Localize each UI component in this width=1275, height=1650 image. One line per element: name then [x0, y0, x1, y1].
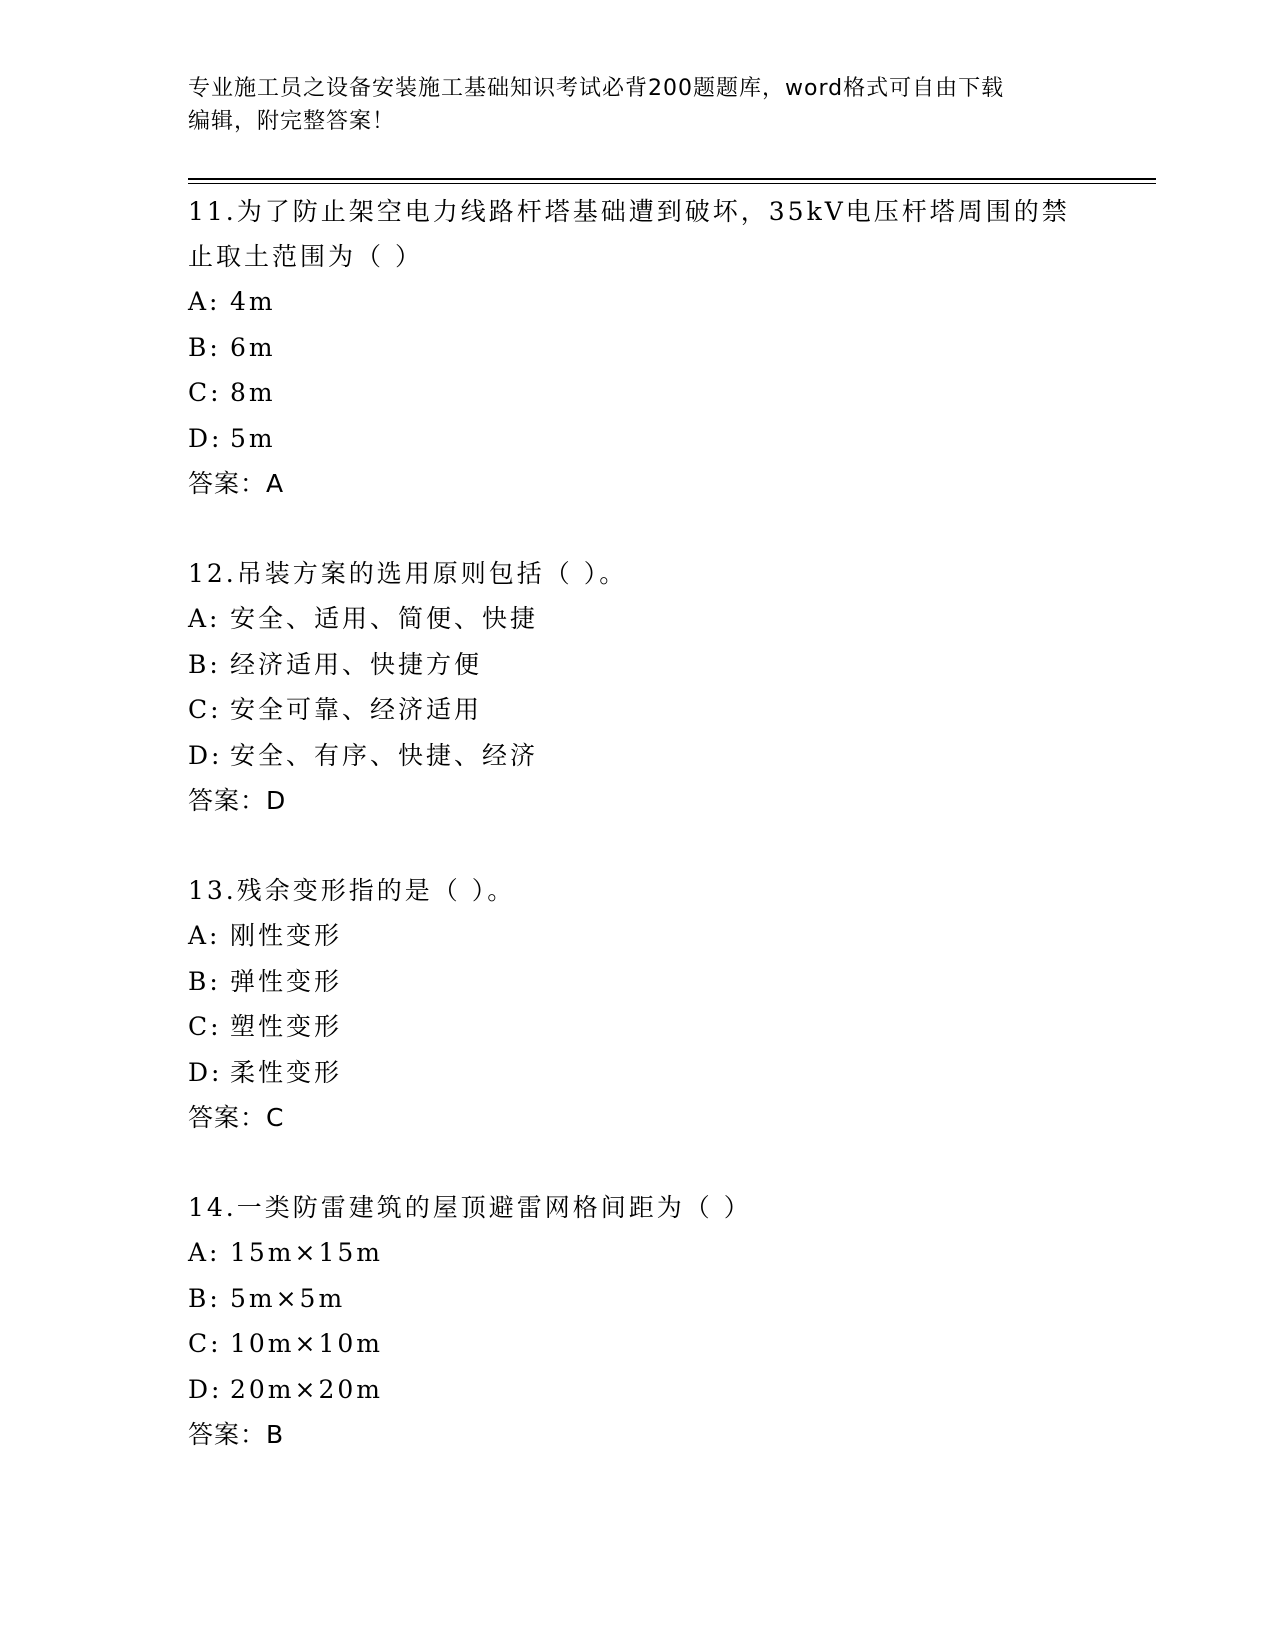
option-text: 4m	[230, 287, 276, 316]
option-text: 经济适用、快捷方便	[230, 649, 483, 679]
header-line-1: 专业施工员之设备安装施工基础知识考试必背200题题库，word格式可自由下载	[188, 76, 1005, 101]
answer-line: 答案：B	[188, 1420, 285, 1449]
option-text: 刚性变形	[230, 921, 343, 950]
header-divider-thick	[188, 178, 1156, 180]
option-a	[188, 1230, 1088, 1276]
answer-line: 答案：D	[188, 786, 287, 815]
option-b	[188, 325, 1088, 371]
option-key: C:	[188, 1329, 222, 1358]
option-key: A:	[188, 287, 221, 316]
option-text: 安全可靠、经济适用	[230, 695, 483, 724]
option-b	[188, 642, 1088, 688]
option-d	[188, 416, 1088, 462]
option-text: 20m×20m	[230, 1374, 383, 1404]
option-b	[188, 1276, 1088, 1322]
option-text: 5m×5m	[230, 1283, 346, 1313]
option-key: C:	[188, 378, 222, 407]
answer-line: 答案：A	[188, 469, 285, 498]
option-d	[188, 1050, 1088, 1096]
option-key: A:	[188, 1238, 221, 1267]
question-11	[188, 189, 1088, 506]
option-key: D:	[188, 1057, 223, 1087]
question-stem-continued: 止取土范围为（ ）	[188, 242, 423, 271]
option-b	[188, 959, 1088, 1005]
option-text: 安全、有序、快捷、经济	[230, 740, 539, 770]
question-stem: 13.残余变形指的是（ ）。	[188, 876, 516, 905]
question-list	[188, 189, 1088, 1502]
option-a	[188, 279, 1088, 325]
option-key: B:	[188, 649, 221, 679]
answer-line: 答案：C	[188, 1103, 285, 1132]
option-key: C:	[188, 1012, 222, 1041]
option-key: A:	[188, 921, 221, 950]
option-key: B:	[188, 1283, 221, 1313]
option-a	[188, 596, 1088, 642]
option-key: B:	[188, 332, 221, 362]
option-text: 15m×15m	[230, 1238, 383, 1267]
option-d	[188, 733, 1088, 779]
option-key: B:	[188, 966, 221, 996]
option-text: 塑性变形	[230, 1012, 343, 1041]
option-c	[188, 1321, 1088, 1367]
option-c	[188, 370, 1088, 416]
option-text: 10m×10m	[230, 1329, 383, 1358]
question-13	[188, 868, 1088, 1140]
option-key: D:	[188, 740, 223, 770]
option-a	[188, 913, 1088, 959]
option-key: D:	[188, 423, 223, 453]
option-text: 6m	[230, 332, 276, 362]
header-divider-thin	[188, 183, 1156, 184]
header-line-2: 编辑，附完整答案！	[188, 109, 396, 134]
option-key: A:	[188, 604, 221, 633]
option-c	[188, 687, 1088, 733]
question-12	[188, 551, 1088, 823]
question-stem: 12.吊装方案的选用原则包括（ ）。	[188, 559, 628, 588]
option-text: 8m	[230, 378, 276, 407]
option-text: 弹性变形	[230, 966, 343, 996]
option-c	[188, 1004, 1088, 1050]
document-header	[188, 72, 1088, 138]
option-key: C:	[188, 695, 222, 724]
question-stem: 14.一类防雷建筑的屋顶避雷网格间距为（ ）	[188, 1193, 752, 1222]
option-text: 5m	[230, 423, 276, 453]
option-text: 柔性变形	[230, 1057, 343, 1087]
question-14	[188, 1185, 1088, 1457]
option-text: 安全、适用、简便、快捷	[230, 604, 539, 633]
option-key: D:	[188, 1374, 223, 1404]
option-d	[188, 1367, 1088, 1413]
question-stem: 11.为了防止架空电力线路杆塔基础遭到破坏，35kV电压杆塔周围的禁	[188, 197, 1070, 226]
